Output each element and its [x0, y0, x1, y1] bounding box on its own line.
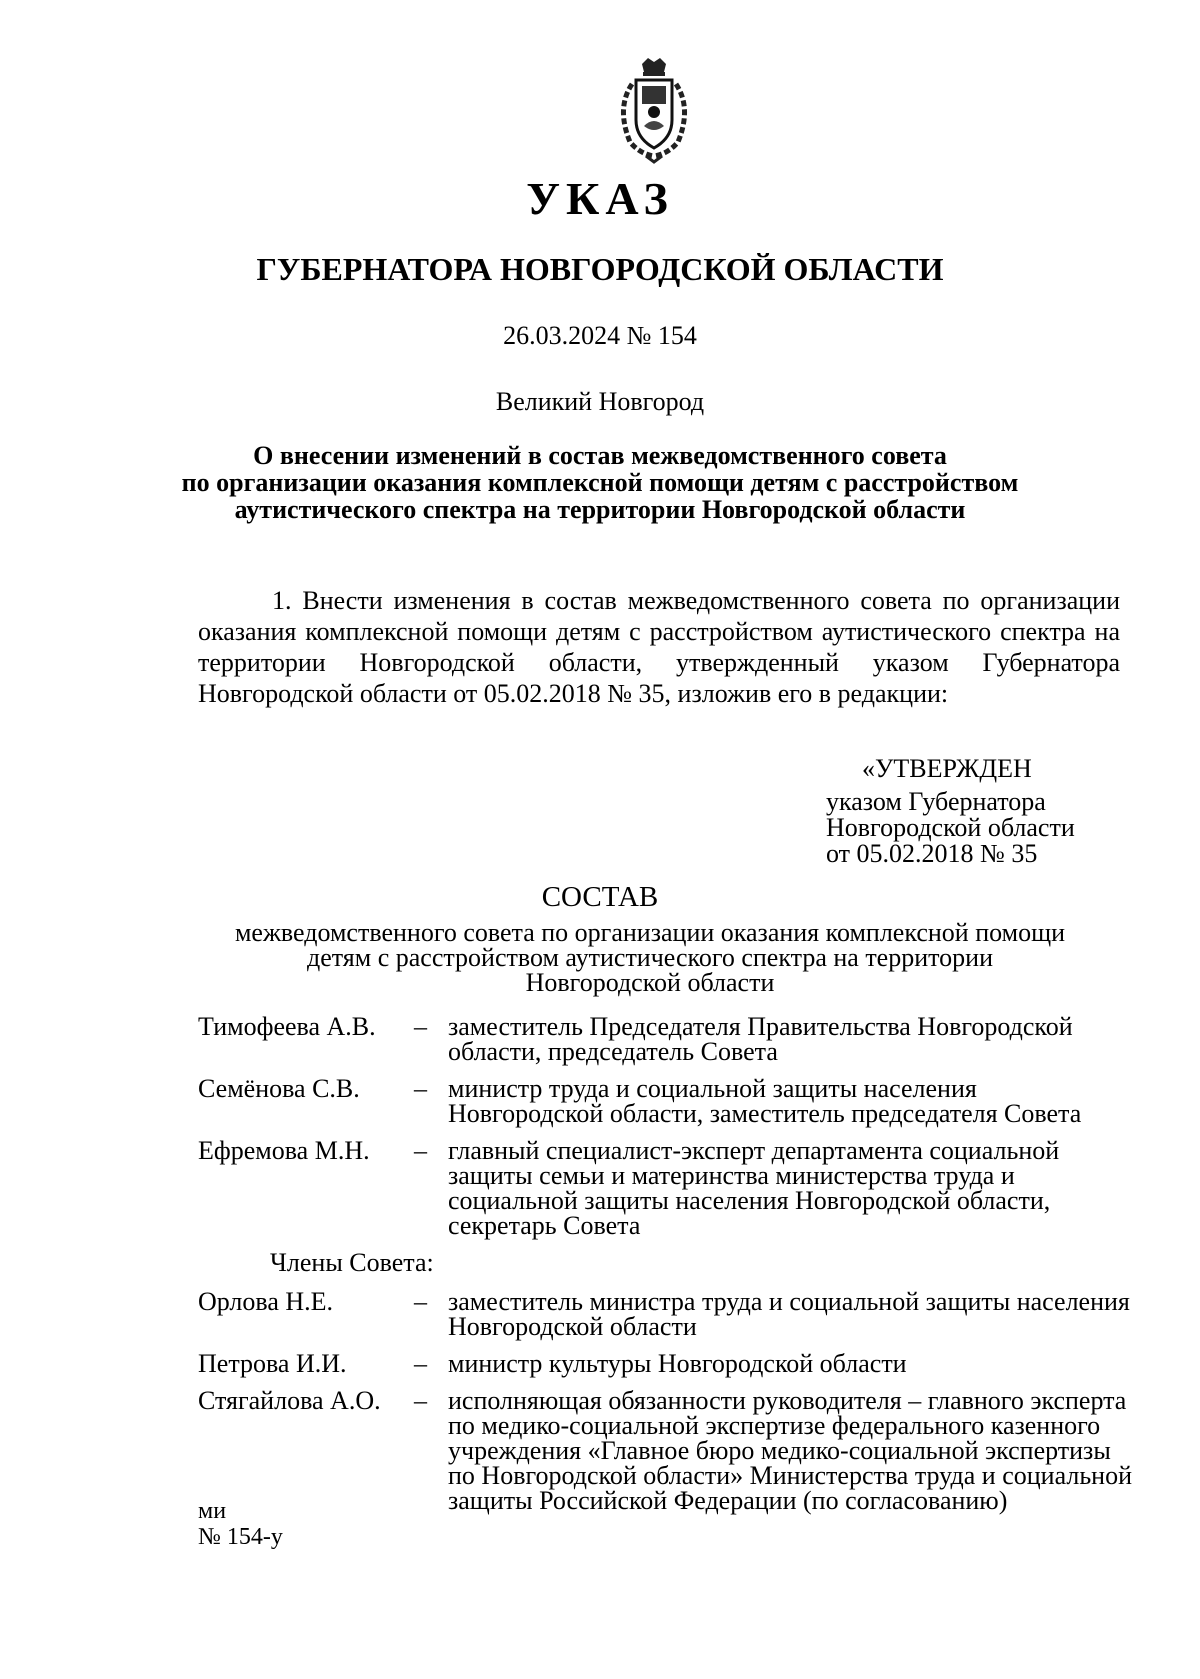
member-role: министр труда и социальной защиты населения Новгородской области, заместитель председателя Совета	[448, 1074, 1082, 1128]
approval-stamp-text	[826, 754, 1156, 867]
member-name: Семёнова С.В.	[198, 1074, 360, 1103]
member-role: исполняющая обязанности руководителя – главного эксперта по медико-социальной экспертизе федерального казенного учреждения «Главное бюро медико-социальной экспертизы по Новгородской области» Министерства труда и социальной защиты Российской Федерации (по согласованию)	[448, 1386, 1132, 1515]
member-row	[198, 1076, 1138, 1126]
decree-paragraph-1: 1. Внести изменения в состав межведомственного совета по организации оказания комплексной помощи детям с расстройством аутистического спектра на территории Новгородской области, утвержденный указом Губернатора Новгородской области от 05.02.2018 № 35, изложив его в редакции:	[198, 586, 1120, 708]
registration-number: № 154-у	[198, 1524, 283, 1550]
member-row	[198, 1014, 1138, 1064]
member-row	[198, 1289, 1138, 1339]
member-role: заместитель министра труда и социальной защиты населения Новгородской области	[448, 1287, 1130, 1341]
approved-by-line: Новгородской области	[826, 813, 1075, 842]
member-dash: –	[414, 1349, 427, 1378]
member-name: Петрова И.И.	[198, 1349, 347, 1378]
member-role: главный специалист-эксперт департамента социальной защиты семьи и материнства министерства труда и социальной защиты населения Новгородской области, секретарь Совета	[448, 1136, 1060, 1240]
member-name: Тимофеева А.В.	[198, 1012, 376, 1041]
city-name: Великий Новгород	[495, 387, 705, 416]
issuer-title: ГУБЕРНАТОРА НОВГОРОДСКОЙ ОБЛАСТИ	[256, 251, 944, 287]
member-name: Орлова Н.Е.	[198, 1287, 334, 1316]
member-dash: –	[414, 1287, 427, 1316]
coat-of-arms-emblem	[608, 56, 700, 164]
member-dash: –	[414, 1136, 427, 1165]
composition-subtitle-line: детям с расстройством аутистического спектра на территории	[307, 943, 993, 972]
member-row	[198, 1138, 1138, 1238]
member-dash: –	[414, 1074, 427, 1103]
coat-of-arms-icon	[608, 56, 700, 164]
member-dash: –	[414, 1386, 427, 1415]
executor-initials: ми	[198, 1498, 227, 1524]
member-row	[198, 1351, 1138, 1376]
document-footer	[198, 1498, 283, 1550]
document-type-title: УКАЗ	[526, 173, 674, 224]
heading-line: по организации оказания комплексной помощи детям с расстройством	[181, 468, 1019, 497]
member-role: заместитель Председателя Правительства Новгородской области, председатель Совета	[448, 1012, 1073, 1066]
member-role: министр культуры Новгородской области	[448, 1349, 907, 1378]
member-name: Стягайлова А.О.	[198, 1386, 381, 1415]
member-name: Ефремова М.Н.	[198, 1136, 370, 1165]
composition-title: СОСТАВ	[541, 881, 659, 913]
composition-subtitle-line: межведомственного совета по организации оказания комплексной помощи	[234, 918, 1066, 947]
composition-subtitle	[200, 920, 1100, 995]
heading-line: О внесении изменений в состав межведомственного совета	[253, 441, 947, 470]
approved-date-line: от 05.02.2018 № 35	[826, 839, 1038, 868]
heading-line: аутистического спектра на территории Новгородской области	[234, 495, 966, 524]
council-members-list	[198, 1014, 1138, 1525]
composition-subtitle-line: Новгородской области	[525, 968, 775, 997]
decree-heading	[180, 442, 1020, 523]
date-and-number: 26.03.2024 № 154	[503, 321, 697, 350]
approved-by-line: указом Губернатора	[826, 787, 1046, 816]
members-section-label: Члены Совета:	[270, 1248, 434, 1277]
approved-label: «УТВЕРЖДЕН	[862, 754, 1032, 783]
member-dash: –	[414, 1012, 427, 1041]
member-row	[198, 1388, 1138, 1513]
